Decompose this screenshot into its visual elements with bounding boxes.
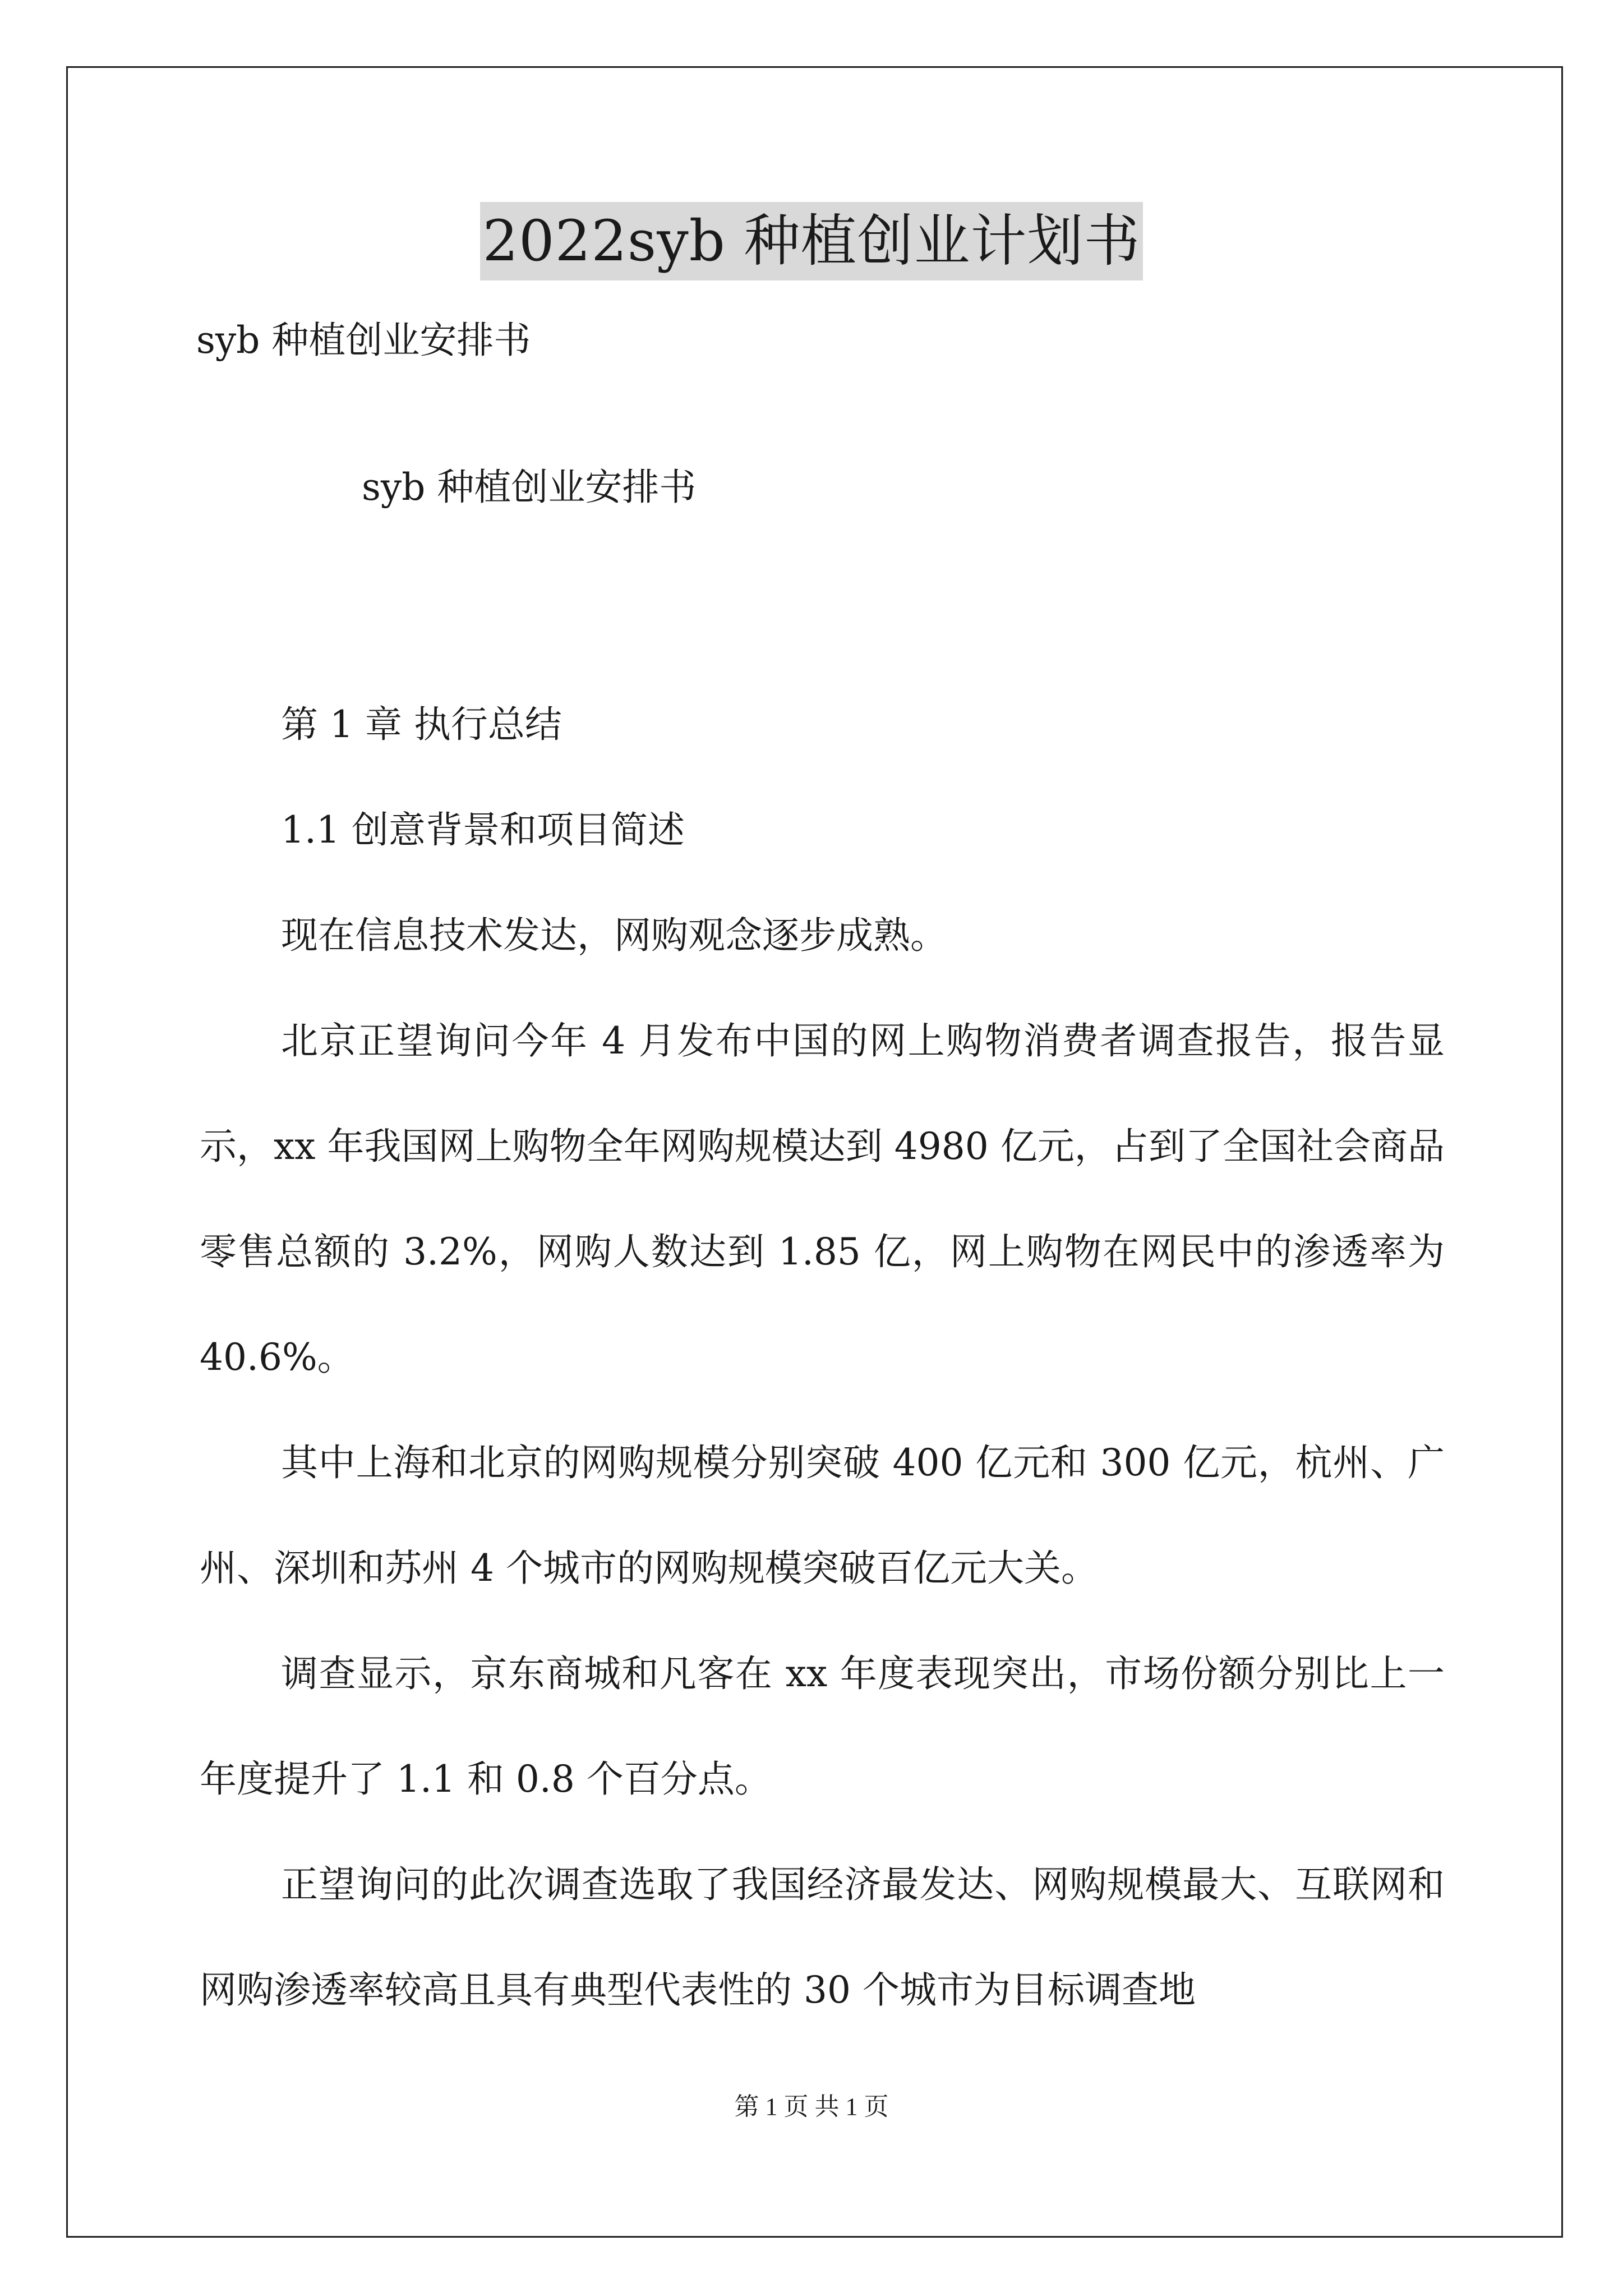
paragraph: 正望询问的此次调查选取了我国经济最发达、网购规模最大、互联网和网购渗透率较高且具有典型代表性的 30 个城市为目标调查地 — [200, 1863, 1445, 2012]
document-title: 2022syb 种植创业计划书 — [480, 202, 1142, 280]
paragraph: 调查显示，京东商城和凡客在 xx 年度表现突出，市场份额分别比上一年度提升了 1.1 和 0.8 个百分点。 — [200, 1652, 1445, 1801]
subtitle-left: syb 种植创业安排书 — [196, 319, 531, 362]
chapter-heading: 第 1 章 执行总结 — [281, 703, 562, 746]
subtitle-indented: syb 种植创业安排书 — [362, 466, 697, 509]
section-heading: 1.1 创意背景和项目简述 — [281, 808, 685, 852]
title-container — [0, 202, 1623, 280]
page-footer: 第 1 页 共 1 页 — [734, 2093, 889, 2120]
paragraph: 其中上海和北京的网购规模分别突破 400 亿元和 300 亿元，杭州、广州、深圳和苏州 4 个城市的网购规模突破百亿元大关。 — [200, 1441, 1445, 1590]
paragraph: 北京正望询问今年 4 月发布中国的网上购物消费者调查报告，报告显示，xx 年我国网上购物全年网购规模达到 4980 亿元，占到了全国社会商品零售总额的 3.2%，网购人数达到 1.85 亿，网上购物在网民中的渗透率为 40.6%。 — [200, 1019, 1445, 1379]
document-body — [200, 672, 1445, 2043]
paragraph: 现在信息技术发达，网购观念逐步成熟。 — [281, 914, 947, 957]
